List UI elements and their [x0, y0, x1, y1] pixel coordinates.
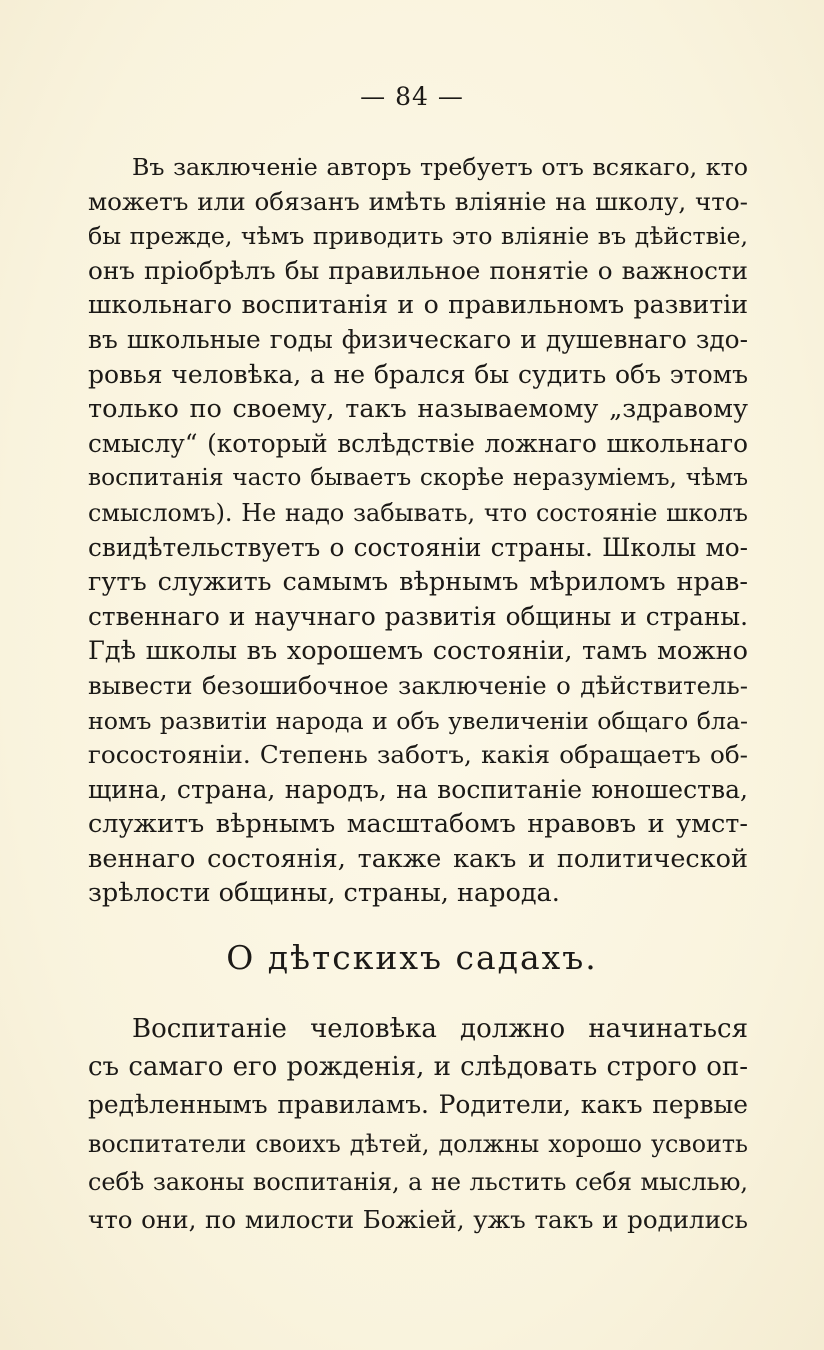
- text-line: съ самаго его рожденія, и слѣдовать строго оп-: [88, 1052, 748, 1083]
- text-line: Въ заключеніе авторъ требуетъ отъ всякаго, кто: [132, 153, 748, 181]
- text-line: щина, страна, народъ, на воспитаніе юношества,: [88, 774, 748, 804]
- text-line: бы прежде, чѣмъ приводить это вліяніе въ дѣйствіе,: [88, 222, 748, 251]
- text-line: Гдѣ школы въ хорошемъ состояніи, тамъ можно: [88, 636, 748, 667]
- text-line: можетъ или обязанъ имѣть вліяніе на школу, что-: [88, 186, 748, 216]
- text-line: веннаго состоянія, также какъ и политической: [88, 843, 748, 874]
- text-line: воспитанія часто бываетъ скорѣе неразуміемъ, чѣмъ: [88, 464, 748, 492]
- text-line: номъ развитіи народа и объ увеличеніи общаго бла-: [88, 706, 748, 735]
- text-line: Воспитаніе человѣка должно начинаться: [132, 1014, 748, 1044]
- text-line: редѣленнымъ правиламъ. Родители, какъ первые: [88, 1090, 748, 1120]
- text-line: госостояніи. Степень заботъ, какія обращаетъ об-: [88, 740, 748, 770]
- text-line: только по своему, такъ называемому „здравому: [88, 394, 748, 425]
- text-line: служитъ вѣрнымъ масштабомъ нравовъ и умст-: [88, 809, 748, 840]
- conclusion-paragraph: [88, 150, 748, 911]
- text-line: что они, по милости Божіей, ужъ такъ и родились: [88, 1205, 748, 1235]
- section-heading: О дѣтскихъ садахъ.: [226, 938, 598, 977]
- text-line: свидѣтельствуетъ о состояніи страны. Школы мо-: [88, 532, 748, 562]
- text-line: ственнаго и научнаго развитія общины и страны.: [88, 601, 748, 631]
- text-line: смыслу“ (который вслѣдствіе ложнаго школьнаго: [88, 428, 748, 458]
- text-line: смысломъ). Не надо забывать, что состояніе школъ: [88, 498, 748, 527]
- text-line: зрѣлости общины, страны, народа.: [88, 878, 560, 909]
- text-line: въ школьные годы физическаго и душевнаго здо-: [88, 324, 748, 354]
- text-line: онъ пріобрѣлъ бы правильное понятіе о важности: [88, 255, 748, 285]
- text-line: гутъ служить самымъ вѣрнымъ мѣриломъ нрав-: [88, 567, 748, 598]
- text-line: вывести безошибочное заключеніе о дѣйствитель-: [88, 670, 748, 700]
- text-line: воспитатели своихъ дѣтей, должны хорошо усвоить: [88, 1129, 748, 1158]
- text-line: школьнаго воспитанія и о правильномъ развитіи: [88, 290, 748, 320]
- page-number: — 84 —: [360, 82, 464, 111]
- kindergarten-paragraph: [88, 1010, 748, 1239]
- text-line: ровья человѣка, а не брался бы судить объ этомъ: [88, 359, 748, 389]
- text-line: себѣ законы воспитанія, а не льстить себя мыслью,: [88, 1167, 748, 1196]
